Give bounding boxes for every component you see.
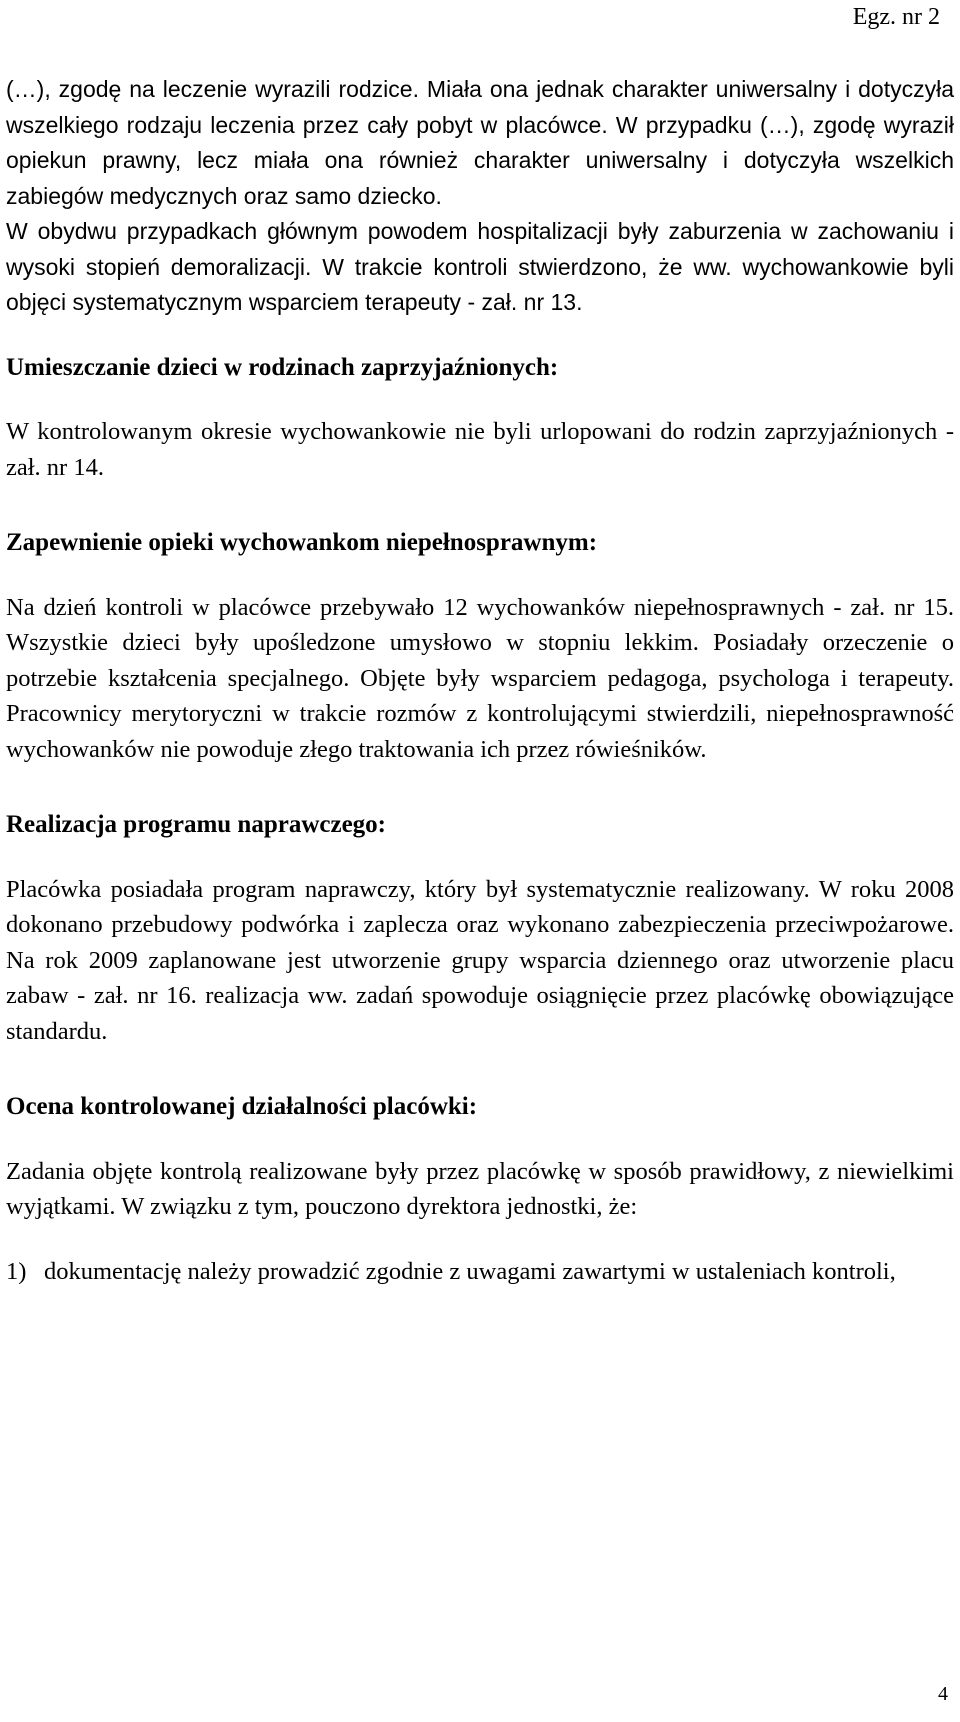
section-text-rodziny-zaprzyjaznione: W kontrolowanym okresie wychowankowie nie byli urlopowani do rodzin zaprzyjaźnionych - zał. nr 14.: [6, 418, 954, 481]
document-body: [6, 72, 954, 1289]
list-item-text: dokumentację należy prowadzić zgodnie z uwagami zawartymi w ustaleniach kontroli,: [44, 1257, 896, 1285]
section-text-ocena: Zadania objęte kontrolą realizowane były przez placówkę w sposób prawidłowy, z niewielkimi wyjątkami. W związku z tym, pouczono dyrektora jednostki, że:: [6, 1157, 954, 1220]
section-text-program-naprawczy: Placówka posiadała program naprawczy, który był systematycznie realizowany. W roku 2008 dokonano przebudowy podwórka i zaplecza oraz wykonano zabezpieczenia przeciwpożarowe. Na rok 2009 zaplanowane jest utworzenie grupy wsparcia dziennego oraz utworzenie placu zabaw - zał. nr 16. realizacja ww. zadań spowoduje osiągnięcie przez placówkę obowiązujące standardu.: [6, 875, 954, 1045]
section-heading-ocena: Ocena kontrolowanej działalności placówki:: [6, 1093, 478, 1120]
section-text-niepelnosprawni: Na dzień kontroli w placówce przebywało 12 wychowanków niepełnosprawnych - zał. nr 15. Wszystkie dzieci były upośledzone umysłowo w stopniu lekkim. Posiadały orzeczenie o potrzebie kształcenia specjalnego. Objęte były wsparciem pedagoga, psychologa i terapeuty. Pracownicy merytoryczni w trakcie rozmów z kontrolującymi stwierdzili, niepełnosprawność wychowanków nie powoduje złego traktowania ich przez rówieśników.: [6, 593, 954, 763]
intro-paragraph-1: (…), zgodę na leczenie wyrazili rodzice. Miała ona jednak charakter uniwersalny i dotyczyła wszelkiego rodzaju leczenia przez cały pobyt w placówce. W przypadku (…), zgodę wyraził opiekun prawny, lecz miała ona również charakter uniwersalny i dotyczyła wszelkich zabiegów medycznych oraz samo dziecko.: [6, 76, 954, 209]
section-heading-niepelnosprawni: Zapewnienie opieki wychowankom niepełnosprawnym:: [6, 529, 598, 556]
document-copy-label: Egz. nr 2: [852, 4, 940, 30]
page-number: 4: [938, 1683, 948, 1705]
list-item-number: 1): [6, 1257, 27, 1285]
list-item: [6, 1254, 954, 1290]
section-heading-program-naprawczy: Realizacja programu naprawczego:: [6, 811, 387, 838]
intro-paragraph-2: W obydwu przypadkach głównym powodem hospitalizacji były zaburzenia w zachowaniu i wysoki stopień demoralizacji. W trakcie kontroli stwierdzono, że ww. wychowankowie byli objęci systematycznym wsparciem terapeuty - zał. nr 13.: [6, 218, 954, 315]
section-heading-rodziny-zaprzyjaznione: Umieszczanie dzieci w rodzinach zaprzyjaźnionych:: [6, 353, 559, 381]
